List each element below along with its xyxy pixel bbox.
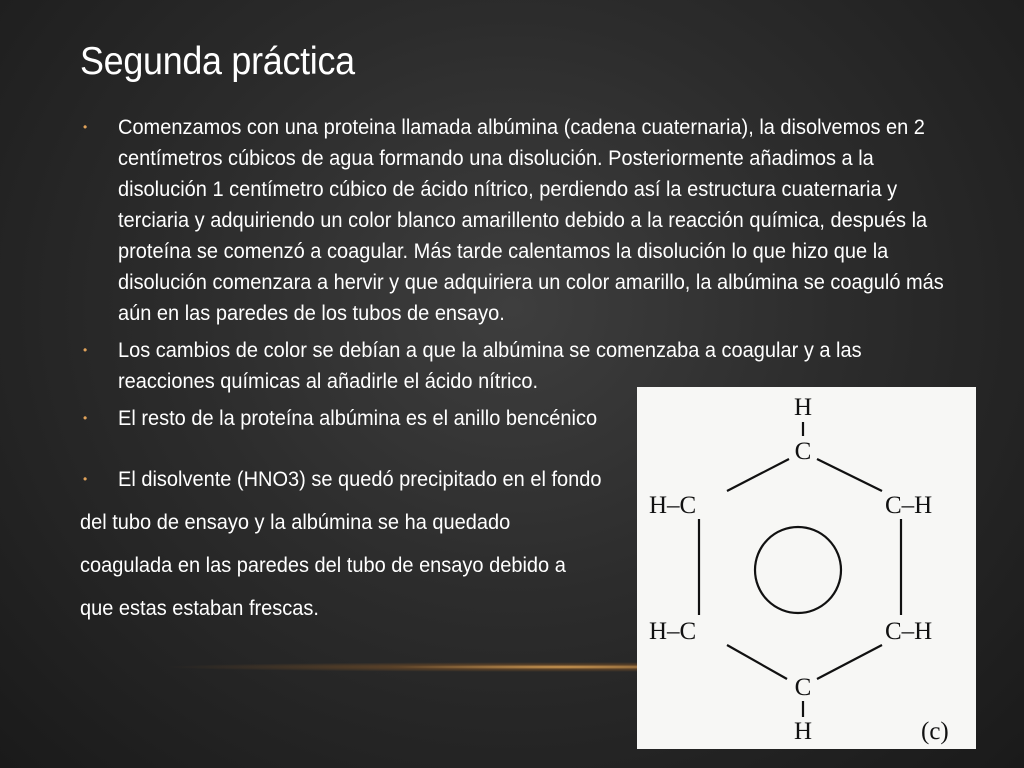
slide-title: Segunda práctica [80, 40, 355, 83]
figure-label: (c) [921, 718, 949, 745]
ring-bond [817, 459, 882, 491]
aromatic-circle [755, 527, 841, 613]
bullet-dot-icon: • [83, 120, 88, 134]
atom-label: C [794, 438, 812, 465]
ring-bond [727, 645, 787, 679]
atom-label: C [794, 674, 812, 701]
bullet-dot-icon: • [83, 411, 88, 425]
bullet-text: Los cambios de color se debían a que la albúmina se comenzaba a coagular y a las reacciones químicas al añadirle el ácido nítrico. [118, 338, 862, 393]
benzene-ring-diagram [637, 387, 976, 749]
benzene-ring-image [637, 387, 976, 749]
bullet-text: El disolvente (HNO3) se quedó precipitado en el fondo [118, 467, 602, 491]
bullet-dot-icon: • [83, 343, 88, 357]
atom-label: C–H [885, 618, 933, 645]
atom-label: H [793, 718, 813, 745]
continuation-line: que estas estaban frescas. [80, 596, 319, 620]
ring-bond [817, 645, 882, 679]
continuation-line: coagulada en las paredes del tubo de ensayo debido a [80, 553, 566, 577]
continuation-line: del tubo de ensayo y la albúmina se ha quedado [80, 510, 511, 534]
atom-label: H–C [649, 492, 697, 519]
atom-label: C–H [885, 492, 933, 519]
bullet-item [80, 112, 960, 329]
bullet-text: Comenzamos con una proteina llamada albúmina (cadena cuaternaria), la disolvemos en 2 centímetros cúbicos de agua formando una disolución. Posteriormente añadimos a la disolución 1 centímetro cúbico de ácido nítrico, perdiendo así la estructura cuaternaria y terciaria y adquiriendo un color blanco amarillento debido a la reacción química, después la proteína se comenzó a coagular. Más tarde calentamos la disolución lo que hizo que la disolución comenzara a hervir y que adquiriera un color amarillo, la albúmina se coaguló más aún en las paredes de los tubos de ensayo. [118, 115, 944, 325]
bullet-dot-icon: • [83, 472, 88, 486]
atom-label: H–C [649, 618, 697, 645]
ring-bond [727, 459, 789, 491]
atom-label: H [793, 394, 813, 421]
bullet-text: El resto de la proteína albúmina es el anillo bencénico [118, 406, 598, 430]
